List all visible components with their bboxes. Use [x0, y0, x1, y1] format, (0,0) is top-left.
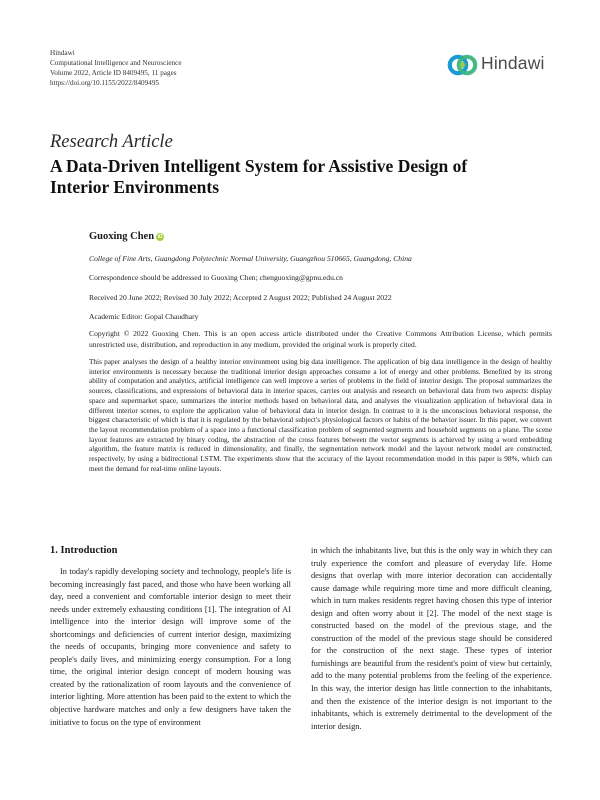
doi-link[interactable]: https://doi.org/10.1155/2022/8409495: [50, 79, 160, 87]
journal-name: Computational Intelligence and Neuroscience: [50, 59, 182, 67]
orcid-icon[interactable]: iD: [157, 234, 163, 240]
publication-dates: Received 20 June 2022; Revised 30 July 2022; Accepted 2 August 2022; Published 24 August 2022: [89, 293, 392, 302]
author-name[interactable]: Guoxing Chen: [89, 231, 155, 242]
copyright-notice: Copyright © 2022 Guoxing Chen. This is an open access article distributed under the Creative Commons Attribution License, which permits unrestricted use, distribution, and reproduction in any medium, provided the original work is properly cited.: [89, 329, 552, 349]
introduction-left-column: In today's rapidly developing society and technology, people's life is becoming increasingly fast paced, and those who have been working all day, need a convenient and comfortable interior design to meet their needs under extremely exhausting conditions [1]. The integration of AI intelligence into the interior design will improve some of the shortcomings and deficiencies of current interior design, maximizing the needs of occupants, bringing more convenience and safety to people's daily lives, and minimizing energy consumption. For a long time, the original interior design concept of modern housing was created by the rationalization of room layouts and the convenience of interior lighting. More attention has been paid to the extent to which the objective hardware matches and only a few designers have taken the initiative to focus on the type of environment: [50, 567, 291, 727]
hindawi-logo-text: Hindawi: [481, 53, 545, 73]
article-title: A Data-Driven Intelligent System for Assistive Design of Interior Environments: [50, 156, 468, 197]
section-heading-introduction: 1. Introduction: [50, 545, 118, 556]
journal-metadata: [50, 48, 182, 88]
author-line: [89, 231, 164, 242]
volume-line: Volume 2022, Article ID 8409495, 11 pages: [50, 69, 177, 77]
academic-editor: Academic Editor: Gopal Chaudhary: [89, 312, 199, 321]
publisher-name: Hindawi: [50, 49, 75, 57]
article-type: Research Article: [50, 132, 173, 152]
affiliation: College of Fine Arts, Guangdong Polytechnic Normal University, Guangzhou 510665, Guangdong, China: [89, 254, 412, 263]
abstract: This paper analyses the design of a healthy interior environment using big data intelligence. The application of big data intelligence in the design of healthy interior environments is necessary because the traditional interior design approaches consume a lot of energy and other problems. Benefited by its strong ability of computation and analytics, artificial intelligence can well improve a series of problems in the field of interior design. The proposal summarizes the sources, classifications, and expressions of behavioral data in interior spaces, carries out analysis and research on behavioral data from two aspects: display space and supermarket space, summarizes the interior methods based on behavioral data, and analyses the visualization application of behavioral data in different interior scenes, to explore the application value of behavioral data in interior design. In contrast to it is the unconscious behavioral response, the biggest characteristic of which is that it is regulated by the behavioral subject's physiological factors or habits of the behavior issuer. In this paper, we convert the layout recommendation problem of a space into a functional classification problem of segmented segments and household segments on a plane. The scene layout features are extracted by binary coding, the abstraction of the cross features between the vector segments is achieved by using a word embedding algorithm, the feature matrix is reduced in dimensionality, and finally, the segmentation network model and the layout network model are constructed, respectively, by using a bidirectional LSTM. The experiments show that the accuracy of the layout recommendation model in this paper is 98%, which can meet the demand for real-time online layouts.: [89, 358, 552, 473]
introduction-right-column: in which the inhabitants live, but this is the only way in which they can truly experience the comfort and pleasure of everyday life. Home designs that overlap with more interior decoration can accidentally cause damage while requiring more time and more difficult cleaning, which in turn makes residents regret having chosen this type of interior design and often worry about it [2]. The model of the next stage is constructed based on the model of the previous stage, and the construction of the model of the previous stage should be considered for the construction of the next stage. These types of interior furnishings are beautiful from the resident's point of view but certainly, add to the many potential problems from the feeling of the experience. In this way, the interior design has little connection to the inhabitants, and then the existence of the interior design is not important to the inhabitants, which is extremely detrimental to the development of the interior design.: [311, 546, 552, 731]
correspondence: Correspondence should be addressed to Guoxing Chen; chenguoxing@gpnu.edu.cn: [89, 273, 343, 282]
